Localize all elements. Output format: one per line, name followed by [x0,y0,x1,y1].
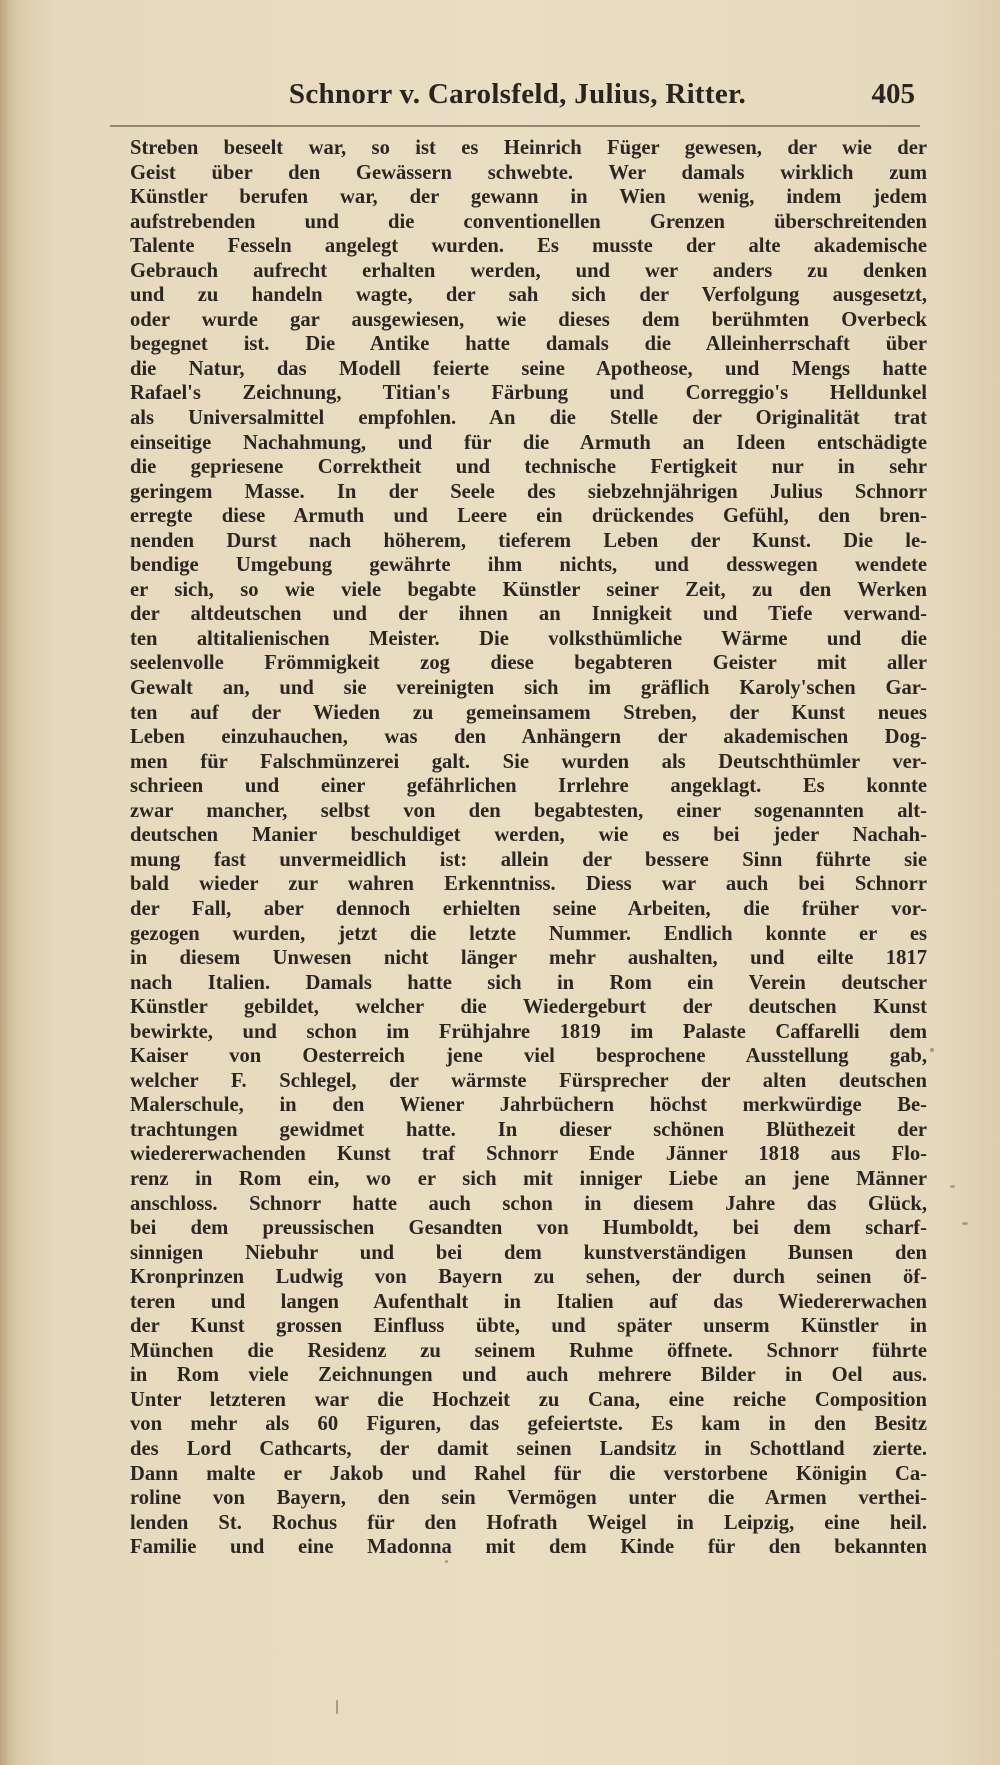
text-line: er sich, so wie viele begabte Künstler seiner Zeit, zu den Werken [130,578,927,601]
paper-speck [950,1185,955,1188]
paper-speck [930,1048,934,1052]
text-line: Gebrauch aufrecht erhalten werden, und wer anders zu denken [130,259,927,282]
text-line: begegnet ist. Die Antike hatte damals die Alleinherrschaft über [130,333,927,356]
text-line: der Kunst grossen Einfluss übte, und später unserm Künstler in [130,1315,927,1338]
text-line: Künstler gebildet, welcher die Wiedergeburt der deutschen Kunst [130,996,927,1019]
text-line: Kronprinzen Ludwig von Bayern zu sehen, der durch seinen öf- [130,1266,927,1289]
text-line: lenden St. Rochus für den Hofrath Weigel in Leipzig, eine heil. [130,1511,927,1534]
text-line: Rafael's Zeichnung, Titian's Färbung und Correggio's Helldunkel [130,382,927,405]
text-line: Malerschule, in den Wiener Jahrbüchern höchst merkwürdige Be- [130,1094,927,1117]
text-line: die gepriesene Correktheit und technische Fertigkeit nur in sehr [130,456,927,479]
text-line: Kaiser von Oesterreich jene viel besprochene Ausstellung gab, [130,1045,927,1068]
text-line: Familie und eine Madonna mit dem Kinde für den bekannten [130,1536,927,1559]
text-line: welcher F. Schlegel, der wärmste Fürsprecher der alten deutschen [130,1069,927,1092]
text-line: seelenvolle Frömmigkeit zog diese begabteren Geister mit aller [130,652,927,675]
text-line: als Universalmittel empfohlen. An die Stelle der Originalität trat [130,407,927,430]
text-line: erregte diese Armuth und Leere ein drückendes Gefühl, den bren- [130,505,927,528]
paper-speck [336,1700,338,1714]
text-line: München die Residenz zu seinem Ruhme öffnete. Schnorr führte [130,1339,927,1362]
text-line: Gewalt an, und sie vereinigten sich im gräflich Karoly'schen Gar- [130,677,927,700]
text-line: nach Italien. Damals hatte sich in Rom ein Verein deutscher [130,971,927,994]
running-head [120,78,915,118]
text-line: renz in Rom ein, wo er sich mit inniger Liebe an jene Männer [130,1167,927,1190]
text-line: oder wurde gar ausgewiesen, wie dieses dem berühmten Overbeck [130,308,927,331]
running-head-title: Schnorr v. Carolsfeld, Julius, Ritter. [288,78,747,110]
page-number: 405 [871,78,915,110]
text-line: ten auf der Wieden zu gemeinsamem Streben, der Kunst neues [130,701,927,724]
text-line: gezogen wurden, jetzt die letzte Nummer. Endlich konnte er es [130,922,927,945]
text-line: deutschen Manier beschuldiget werden, wie es bei jeder Nachah- [130,824,927,847]
text-line: bewirkte, und schon im Frühjahre 1819 im Palaste Caffarelli dem [130,1020,927,1043]
text-line: schrieen und einer gefährlichen Irrlehre angeklagt. Es konnte [130,775,927,798]
text-line: bald wieder zur wahren Erkenntniss. Diess war auch bei Schnorr [130,873,927,896]
text-line: aufstrebenden und die conventionellen Grenzen überschreitenden [130,210,927,233]
header-rule [110,125,920,127]
paper-speck [445,1560,448,1563]
text-line: der altdeutschen und der ihnen an Innigkeit und Tiefe verwand- [130,603,927,626]
body-text [130,136,927,1560]
text-line: der Fall, aber dennoch erhielten seine Arbeiten, die früher vor- [130,897,927,920]
page-binding-shadow [0,0,18,1765]
text-line: nenden Durst nach höherem, tieferem Leben der Kunst. Die le- [130,529,927,552]
text-line: Künstler berufen war, der gewann in Wien wenig, indem jedem [130,186,927,209]
text-line: wiedererwachenden Kunst traf Schnorr Ende Jänner 1818 aus Flo- [130,1143,927,1166]
text-line: und zu handeln wagte, der sah sich der Verfolgung ausgesetzt, [130,284,927,307]
text-line: Talente Fesseln angelegt wurden. Es musste der alte akademische [130,235,927,258]
text-line: bendige Umgebung gewährte ihm nichts, und desswegen wendete [130,554,927,577]
text-line: Unter letzteren war die Hochzeit zu Cana, eine reiche Composition [130,1388,927,1411]
text-line: geringem Masse. In der Seele des siebzehnjährigen Julius Schnorr [130,480,927,503]
text-line: Streben beseelt war, so ist es Heinrich Füger gewesen, der wie der [130,137,927,159]
text-line: die Natur, das Modell feierte seine Apotheose, und Mengs hatte [130,357,927,380]
text-line: sinnigen Niebuhr und bei dem kunstverständigen Bunsen den [130,1241,927,1264]
text-line: in diesem Unwesen nicht länger mehr aushalten, und eilte 1817 [130,947,927,970]
text-line: Dann malte er Jakob und Rahel für die verstorbene Königin Ca- [130,1462,927,1485]
text-line: bei dem preussischen Gesandten von Humboldt, bei dem scharf- [130,1217,927,1240]
text-line: mung fast unvermeidlich ist: allein der bessere Sinn führte sie [130,848,927,871]
text-line: Geist über den Gewässern schwebte. Wer damals wirklich zum [130,161,927,184]
text-line: des Lord Cathcarts, der damit seinen Landsitz in Schottland zierte. [130,1437,927,1460]
text-line: einseitige Nachahmung, und für die Armuth an Ideen entschädigte [130,431,927,454]
text-line: ten altitalienischen Meister. Die volksthümliche Wärme und die [130,627,927,650]
text-line: in Rom viele Zeichnungen und auch mehrere Bilder in Oel aus. [130,1364,927,1387]
text-line: roline von Bayern, den sein Vermögen unter die Armen verthei- [130,1487,927,1510]
text-line: zwar mancher, selbst von den begabtesten, einer sogenannten alt- [130,799,927,822]
text-line: von mehr als 60 Figuren, das gefeiertste. Es kam in den Besitz [130,1413,927,1436]
paper-speck [962,1222,968,1225]
text-line: trachtungen gewidmet hatte. In dieser schönen Blüthezeit der [130,1118,927,1141]
text-line: Leben einzuhauchen, was den Anhängern der akademischen Dog- [130,726,927,749]
text-line: anschloss. Schnorr hatte auch schon in diesem Jahre das Glück, [130,1192,927,1215]
text-line: men für Falschmünzerei galt. Sie wurden als Deutschthümler ver- [130,750,927,773]
text-line: teren und langen Aufenthalt in Italien auf das Wiedererwachen [130,1290,927,1313]
